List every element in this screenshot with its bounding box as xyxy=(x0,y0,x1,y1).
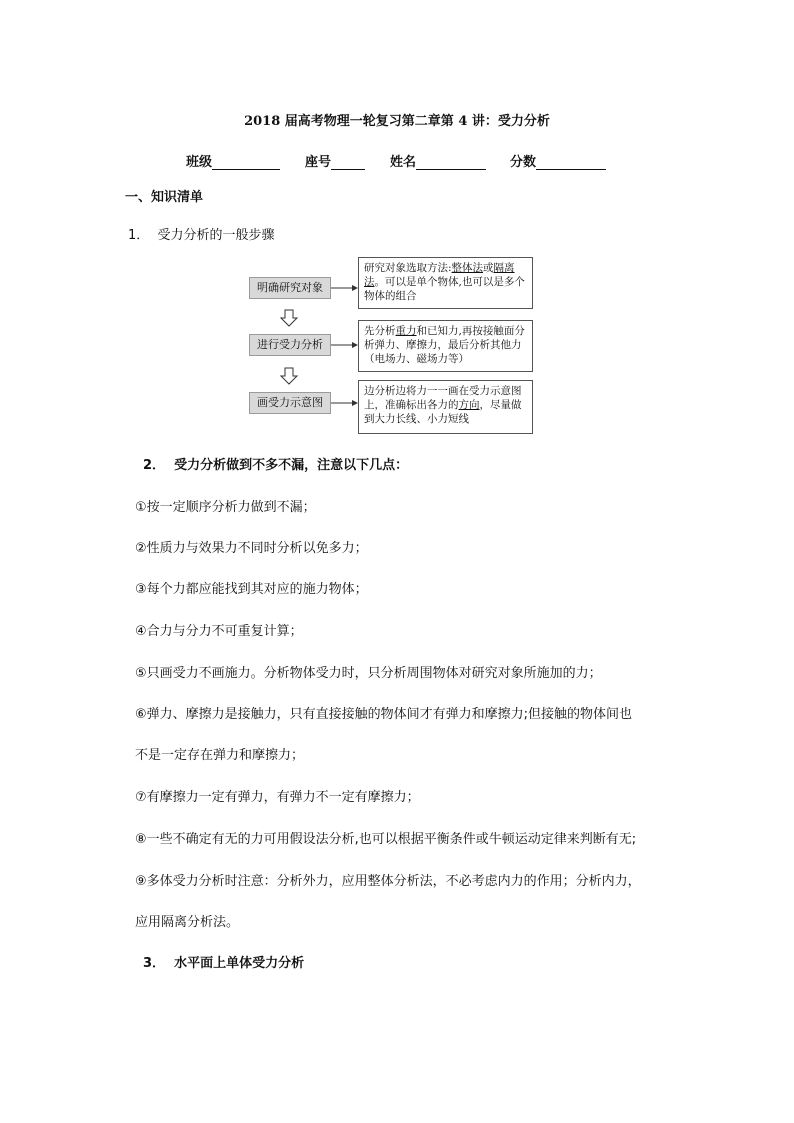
point-2: ②性质力与效果力不同时分析以免多力； xyxy=(135,541,368,556)
name-field xyxy=(390,151,486,170)
desc-identify-object: 研究对象选取方法:整体法或隔离法。可以是单个物体,也可以是多个物体的组合 xyxy=(358,257,533,309)
item-2 xyxy=(143,454,408,473)
item-3-text: 水平面上单体受力分析 xyxy=(174,956,305,971)
item-3-number: 3． xyxy=(143,956,166,971)
item-2-number: 2． xyxy=(143,458,166,473)
down-arrow-1 xyxy=(281,310,297,326)
point-8: ⑧一些不确定有无的力可用假设法分析,也可以根据平衡条件或牛顿运动定律来判断有无; xyxy=(135,832,637,847)
point-6: ⑥弹力、摩擦力是接触力，只有直接接触的物体间才有弹力和摩擦力;但接触的物体间也 xyxy=(135,707,633,722)
point-9-cont: 应用隔离分析法。 xyxy=(135,915,240,930)
point-5: ⑤只画受力不画施力。分析物体受力时，只分析周围物体对研究对象所施加的力； xyxy=(135,666,602,681)
point-1: ①按一定顺序分析力做到不漏； xyxy=(135,500,316,515)
name-blank[interactable] xyxy=(416,155,486,170)
score-field xyxy=(510,151,606,170)
step-identify-object: 明确研究对象 xyxy=(249,277,331,299)
section-knowledge-list: 一、知识清单 xyxy=(125,190,204,205)
item-1-text: 受力分析的一般步骤 xyxy=(157,228,275,243)
class-label: 班级 xyxy=(186,155,213,170)
item-1 xyxy=(128,224,275,243)
score-blank[interactable] xyxy=(536,155,606,170)
desc-force-analysis: 先分析重力和已知力,再按接触面分析弹力、摩擦力，最后分析其他力（电场力、磁场力等） xyxy=(358,320,533,372)
class-field xyxy=(186,151,280,170)
point-6-cont: 不是一定存在弹力和摩擦力； xyxy=(135,748,305,763)
seat-field xyxy=(305,151,365,170)
seat-label: 座号 xyxy=(305,155,332,170)
step-force-analysis: 进行受力分析 xyxy=(249,334,331,356)
point-9: ⑨多体受力分析时注意：分析外力，应用整体分析法，不必考虑内力的作用；分析内力， xyxy=(135,874,641,889)
point-7: ⑦有摩擦力一定有弹力，有弹力不一定有摩擦力； xyxy=(135,790,420,805)
item-2-text: 受力分析做到不多不漏，注意以下几点： xyxy=(174,458,409,473)
seat-blank[interactable] xyxy=(331,155,365,170)
name-label: 姓名 xyxy=(390,155,417,170)
score-label: 分数 xyxy=(510,155,537,170)
point-4: ④合力与分力不可重复计算； xyxy=(135,624,303,639)
class-blank[interactable] xyxy=(212,155,280,170)
desc-draw-diagram: 边分析边将力一一画在受力示意图上，准确标出各力的方向，尽量做到大力长线、小力短线 xyxy=(358,380,533,434)
item-3 xyxy=(143,952,304,971)
item-1-number: 1． xyxy=(128,228,150,243)
page-title: 2018 届高考物理一轮复习第二章第 4 讲：受力分析 xyxy=(244,114,550,129)
point-3: ③每个力都应能找到其对应的施力物体； xyxy=(135,582,368,597)
down-arrow-2 xyxy=(281,368,297,384)
step-draw-diagram: 画受力示意图 xyxy=(249,392,331,414)
